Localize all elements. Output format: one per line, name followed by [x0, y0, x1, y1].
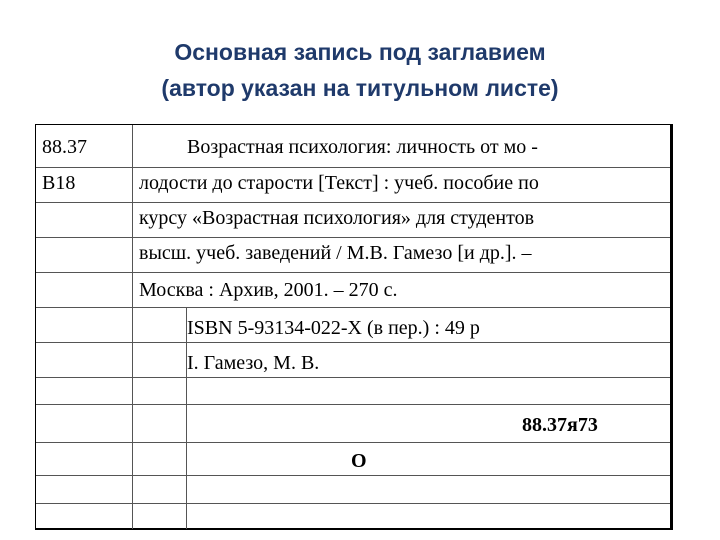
tracing-line: I. Гамезо, М. В. — [187, 352, 320, 374]
description-line: высш. учеб. заведений / М.В. Гамезо [и др.]. – — [139, 242, 532, 264]
card-indent-line — [186, 307, 187, 529]
call-number: 88.37 — [42, 136, 87, 158]
description-line: лодости до старости [Текст] : учеб. пособие по — [139, 172, 539, 194]
card-margin-line — [132, 125, 133, 529]
isbn-line: ISBN 5-93134-022-X (в пер.) : 49 р — [187, 317, 480, 339]
page-title-line-1: Основная запись под заглавием — [174, 39, 546, 65]
catalog-card — [35, 124, 673, 530]
author-mark: В18 — [42, 172, 76, 194]
description-line: Возрастная психология: личность от мо - — [187, 136, 538, 158]
description-line: курсу «Возрастная психология» для студентов — [139, 207, 535, 229]
classification-index: 88.37я73 — [522, 414, 598, 436]
page-title-line-2: (автор указан на титульном листе) — [161, 75, 559, 101]
description-line: Москва : Архив, 2001. – 270 с. — [139, 279, 398, 301]
catalog-mark: О — [351, 450, 367, 472]
